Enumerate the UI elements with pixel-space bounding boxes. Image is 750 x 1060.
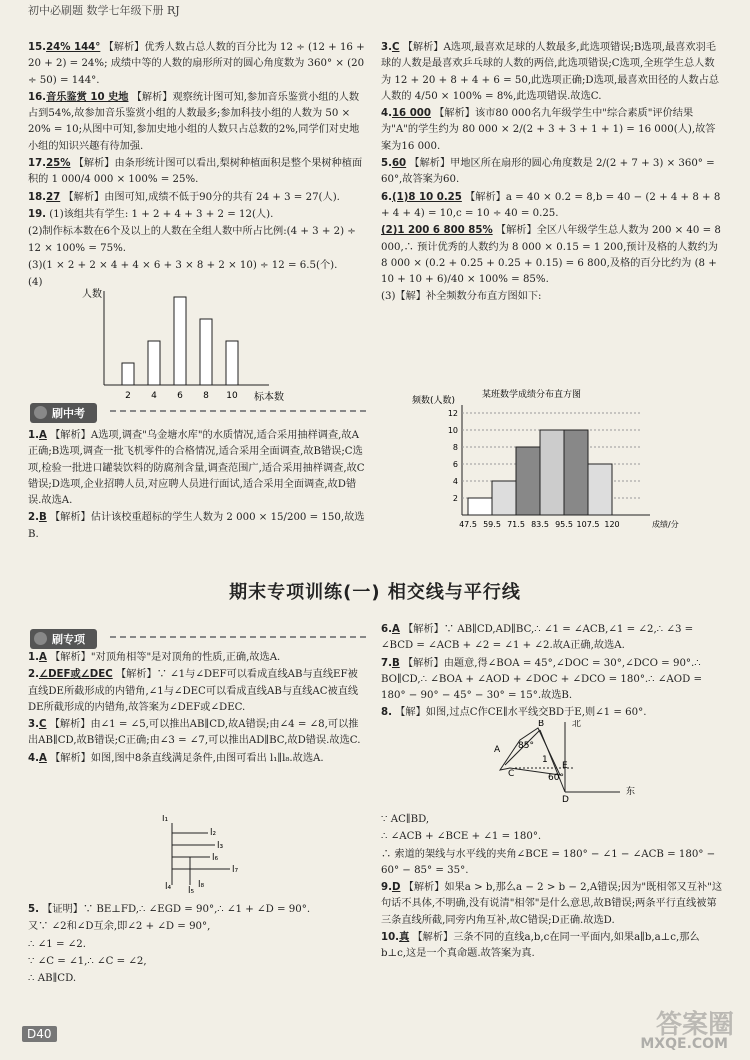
explanation-text: 【解析】a = 40 × 0.2 = 8,b = 40 − (2 + 4 + 8 + 8 + 4 + 4) = 10,c = 10 ÷ 40 = 0.25. — [381, 191, 721, 219]
answer-value: 25% — [46, 158, 71, 170]
item-number: 1. — [28, 652, 39, 663]
line-label: l₃ — [217, 841, 224, 851]
explanation-text: 【解析】A选项,调查"乌金塘水库"的水质情况,适合采用抽样调查,故A正确;B选项,调查一批飞机零件的合格情况,适合采用全面调查,故B错误;C选项,检验一批进口罐装饮料的防腐剂含量,调查范围广,适合采用抽样调查,故C错误;D选项,企业招聘人员,对应聘人员进行面试,适合采用全面调查,故D错误.故选A. — [28, 430, 365, 507]
explanation-text: ∵ AC∥BD, — [381, 814, 430, 825]
answer-item — [381, 847, 723, 880]
answer-item — [381, 156, 723, 189]
item-number: 7. — [381, 657, 392, 669]
line-label: l₅ — [188, 886, 195, 895]
item-number: 10. — [381, 932, 400, 944]
line-label: l₄ — [165, 882, 172, 892]
answer-value: B — [38, 512, 47, 524]
histogram-bar — [468, 498, 492, 515]
explanation-text: 【解析】由题意,得∠BOA = 45°,∠DOC = 30°,∠DCO = 90°.∴ BO∥CD,∴ ∠BOA + ∠AOD + ∠DOC + ∠DCO = 180°.∴ ∠AOD = 180° − 90° − 45° − 30° = 15°.故选B. — [381, 657, 703, 702]
x-tick-label: 6 — [177, 391, 183, 401]
item-number: 18. — [28, 191, 47, 203]
answer-value: A — [38, 652, 47, 663]
explanation-text: 【解】如图,过点C作CE∥水平线交BD于E,则∠1 = 60°. — [391, 707, 647, 719]
explanation-text: ∴ 索道的架线与水平线的夹角∠BCE = 180° − ∠1 − ∠ACB = 180° − 60° − 85° = 35°. — [381, 848, 716, 876]
explanation-text: 【解析】该市80 000名九年级学生中"综合素质"评价结果为"A"的学生约为 80 000 × 2/(2 + 3 + 3 + 1 + 1) = 16 000(人),故答案为16 000. — [381, 108, 716, 152]
line-label: l₈ — [198, 880, 205, 890]
figure-label: 85° — [518, 741, 534, 751]
answer-value: 27 — [46, 191, 61, 203]
bar — [226, 341, 238, 385]
explanation-text: 【解析】A选项,最喜欢足球的人数最多,此选项错误;B选项,最喜欢羽毛球的人数是最喜欢乒乓球的人数的两倍,此选项错误;C选项,全班学生总人数为 12 + 20 + 8 + 4 + 6 = 50,此选项正确;D选项,最喜欢田径的人数占总人数的 4/50 × 100% = 8%,此选项错误.故选C. — [381, 42, 720, 102]
y-tick-label: 10 — [447, 426, 458, 435]
answer-item — [28, 90, 366, 155]
item-number: 5. — [28, 904, 39, 915]
item-number: 16. — [28, 91, 47, 103]
histogram-bar — [492, 481, 516, 515]
answer-item — [381, 812, 723, 828]
answer-value: 音乐鉴赏 10 史地 — [46, 91, 129, 103]
item-number: 17. — [28, 158, 47, 170]
item-number: 6. — [381, 624, 392, 635]
y-axis-label: 人数 — [82, 289, 102, 300]
answer-item — [28, 902, 366, 918]
figure-label: 60° — [548, 773, 564, 783]
parallel-lines-figure — [150, 815, 260, 895]
badge-zhuanxiang: 刷专项 — [30, 628, 97, 649]
answer-item — [28, 190, 366, 206]
explanation-text: 【解析】∵ AB∥CD,AD∥BC,∴ ∠1 = ∠ACB,∠1 = ∠2,∴ ∠3 = ∠BCD = ∠ACB + ∠2 = ∠1 + ∠2.故A正确,故选A. — [381, 624, 694, 652]
right-column-section2 — [381, 622, 723, 723]
explanation-text: (4) — [28, 277, 43, 289]
item-number: 6. — [381, 191, 392, 203]
answer-item — [28, 954, 366, 970]
x-tick-label: 71.5 — [507, 520, 525, 529]
x-tick-label: 10 — [226, 391, 238, 401]
x-tick-label: 59.5 — [483, 520, 501, 529]
left-column-proof — [28, 902, 366, 988]
answer-item — [28, 428, 366, 509]
explanation-text: 【解析】∵ ∠1与∠DEF可以看成直线AB与直线EF被直线DE所截形成的内错角,∠1与∠DEC可以看成直线AB与直线AC被直线DE所截形成的内错角,故答案为∠DEF或∠DEC. — [28, 669, 359, 713]
answer-item — [28, 971, 366, 987]
x-tick-label: 47.5 — [459, 520, 477, 529]
explanation-text: 【解析】甲地区所在扇形的圆心角度数是 2/(2 + 7 + 3) × 360° = 60°,故答案为60. — [381, 158, 715, 186]
explanation-text: ∵ ∠C = ∠1,∴ ∠C = ∠2, — [28, 955, 147, 967]
answer-value: 真 — [399, 932, 410, 944]
histogram-bar — [588, 464, 612, 515]
figure-label: 北 — [572, 720, 582, 729]
histogram — [412, 387, 712, 542]
answer-item — [28, 258, 366, 274]
line-label: l₇ — [232, 865, 239, 875]
figure-label: C — [508, 769, 515, 779]
item-number: 5. — [381, 158, 392, 170]
answer-value: ∠DEF或∠DEC — [38, 669, 113, 681]
page-number: D40 — [22, 1026, 57, 1042]
answer-value: 60 — [391, 158, 407, 170]
x-tick-label: 83.5 — [531, 520, 549, 529]
running-header: 初中必刷题 数学七年级下册 RJ — [28, 4, 180, 17]
x-tick-label: 2 — [125, 391, 131, 401]
figure-label: A — [494, 745, 501, 755]
answer-item — [381, 106, 723, 155]
explanation-text: ∴ AB∥CD. — [28, 973, 77, 985]
answer-item — [28, 650, 366, 666]
line-label: l₂ — [210, 828, 217, 838]
answer-value: (1)8 10 0.25 — [391, 191, 462, 203]
x-tick-label: 4 — [151, 391, 157, 401]
line-label: l₁ — [162, 815, 169, 824]
answer-item — [28, 224, 366, 257]
answer-item — [381, 622, 723, 655]
section-title: 期末专项训练(一) 相交线与平行线 — [229, 582, 521, 603]
explanation-text: 【解析】由图可知,成绩不低于90分的共有 24 + 3 = 27(人). — [60, 191, 340, 203]
answer-item — [28, 40, 366, 89]
x-tick-label: 95.5 — [555, 520, 573, 529]
answer-item — [28, 667, 366, 716]
answer-item — [28, 510, 366, 543]
watermark-url: MXQE.COM — [640, 1036, 728, 1052]
answer-item — [28, 207, 366, 223]
answer-item — [28, 717, 366, 750]
y-tick-label: 2 — [452, 494, 458, 503]
explanation-text: (3)【解】补全频数分布直方图如下: — [381, 291, 542, 303]
right-column-top — [381, 40, 723, 307]
bar — [122, 363, 134, 385]
explanation-text: 【解析】优秀人数占总人数的百分比为 12 ÷ (12 + 16 + 20 + 2) = 24%; 成绩中等的人数的扇形所对的圆心角度数为 360° × (20 ÷ 50) = 144°. — [28, 42, 365, 86]
explanation-text: 【证明】∵ BE⊥FD,∴ ∠EGD = 90°,∴ ∠1 + ∠D = 90°. — [38, 904, 311, 915]
badge-zhongkao: 刷中考 — [30, 402, 97, 423]
answer-value: C — [38, 719, 47, 731]
answer-value: C — [391, 42, 400, 53]
answer-item — [381, 289, 723, 305]
answer-value: 16 000 — [391, 108, 431, 120]
divider — [110, 410, 366, 412]
left-column-top — [28, 40, 366, 292]
answer-value: D — [391, 882, 401, 894]
y-axis-label: 频数(人数) — [412, 396, 456, 406]
figure-label: 东 — [626, 787, 636, 797]
answer-item — [381, 656, 723, 705]
x-axis-label: 成绩/分 — [652, 520, 679, 529]
item-number: 2. — [28, 512, 39, 524]
y-tick-label: 4 — [452, 477, 458, 486]
figure-label: B — [538, 720, 545, 729]
line-label: l₆ — [212, 853, 219, 863]
figure-label: D — [562, 795, 569, 805]
answer-item — [381, 223, 723, 288]
histogram-bar — [516, 447, 540, 515]
answer-value: 24% 144° — [46, 42, 101, 53]
left-column-section2 — [28, 650, 366, 768]
answer-item — [381, 190, 723, 223]
bar — [200, 319, 212, 385]
bar — [174, 297, 186, 385]
y-tick-label: 8 — [452, 443, 458, 452]
explanation-text: (2)制作标本数在6个及以上的人数在全组人数中所占比例:(4 + 3 + 2) ÷ 12 × 100% = 75%. — [28, 226, 356, 254]
item-number: 19. — [28, 208, 47, 220]
answer-item — [381, 930, 723, 963]
explanation-text: 【解析】观察统计图可知,参加音乐鉴赏小组的人数占到54%,故参加音乐鉴赏小组的人数最多;参加科技小组的人数为 50 × 20% = 10;从图中可知,参加史地小组的人数只占总数的2%,同学们对史地小组的知识兴趣有待加强. — [28, 91, 360, 152]
explanation-text: 【解析】如果a > b,那么a − 2 > b − 2,A错误;因为"既相邻又互补"这句话不具体,不明确,没有说清"相邻"是什么意思,故B错误;两条平行直线被第三条直线所截,同旁内角互补,故C错误;D正确.故选D. — [381, 882, 723, 926]
x-tick-label: 120 — [604, 520, 620, 529]
answer-item — [381, 880, 723, 929]
explanation-text: 【解析】三条不同的直线a,b,c在同一平面内,如果a∥b,a⊥c,那么b⊥c,这是一个真命题.故答案为真. — [381, 932, 700, 960]
explanation-text: (3)(1 × 2 + 2 × 4 + 4 × 6 + 3 × 8 + 2 × 10) ÷ 12 = 6.5(个). — [28, 259, 338, 271]
cableway-figure — [480, 720, 650, 805]
explanation-text: ∴ ∠ACB + ∠BCE + ∠1 = 180°. — [381, 831, 542, 843]
item-number: 15. — [28, 42, 47, 53]
histogram-bar — [564, 430, 588, 515]
histogram-title: 某班数学成绩分布直方图 — [482, 390, 582, 400]
y-tick-label: 12 — [447, 409, 458, 418]
item-number: 8. — [381, 707, 392, 719]
explanation-text: 【解析】估计该校重超标的学生人数为 2 000 × 15/200 = 150,故选B. — [28, 512, 365, 540]
answer-item — [28, 919, 366, 935]
explanation-text: 【解析】由条形统计图可以看出,梨树种植面积是整个果树种植面积的 1 000/4 000 × 100% = 25%. — [28, 158, 363, 186]
figure-label: E — [562, 761, 568, 771]
answer-value: A — [391, 624, 400, 635]
item-number: 2. — [28, 669, 39, 681]
answer-value: B — [391, 657, 400, 669]
item-number: 3. — [381, 42, 392, 53]
answer-item — [28, 937, 366, 953]
item-number: 4. — [28, 752, 39, 764]
item-number: 4. — [381, 108, 392, 120]
x-tick-label: 8 — [203, 391, 209, 401]
item-number: 3. — [28, 719, 39, 731]
histogram-bar — [540, 430, 564, 515]
explanation-text: 又∵ ∠2和∠D互余,即∠2 + ∠D = 90°, — [28, 921, 211, 933]
answer-item — [381, 40, 723, 105]
explanation-text: 【解析】全区八年级学生总人数为 200 × 40 = 8 000,∴ 预计优秀的人数约为 8 000 × 0.15 = 1 200,预计及格的人数约为 8 000 × (0.2 + 0.25 + 0.25 + 0.15) = 6 800,及格的百分比约为 (8 + 10 + 10 + 6)/40 × 100% = 85%. — [381, 225, 721, 286]
answer-value: A — [38, 430, 47, 441]
divider — [110, 636, 366, 638]
explanation-text: 【解析】"对顶角相等"是对顶角的性质,正确,故选A. — [46, 652, 281, 663]
bar — [148, 341, 160, 385]
x-axis-label: 标本数 — [254, 392, 284, 403]
x-tick-label: 107.5 — [576, 520, 600, 529]
watermark-logo: 答案圈 — [655, 1010, 734, 1040]
answer-item — [28, 156, 366, 189]
explanation-text: 【解析】如图,图中8条直线满足条件,由图可看出 l₁∥l₈.故选A. — [46, 752, 324, 764]
left-column-bottom — [28, 428, 366, 544]
explanation-text: 【解析】由∠1 = ∠5,可以推出AB∥CD,故A错误;由∠4 = ∠8,可以推出AB∥CD,故B错误;C正确;由∠3 = ∠7,可以推出AD∥BC,故D错误.故选C. — [28, 719, 361, 747]
answer-value: (2)1 200 6 800 85% — [381, 225, 493, 237]
bar-chart — [80, 285, 310, 405]
answer-item — [381, 829, 723, 845]
item-number: 9. — [381, 882, 392, 894]
item-number: 1. — [28, 430, 39, 441]
answer-item — [28, 751, 366, 767]
explanation-text: ∴ ∠1 = ∠2. — [28, 938, 87, 950]
y-tick-label: 6 — [452, 460, 458, 469]
right-column-after-figure — [381, 812, 723, 964]
answer-value: A — [38, 752, 47, 764]
explanation-text: (1)该组共有学生: 1 + 2 + 4 + 3 + 2 = 12(人). — [46, 208, 274, 220]
figure-label: 1 — [542, 755, 548, 765]
